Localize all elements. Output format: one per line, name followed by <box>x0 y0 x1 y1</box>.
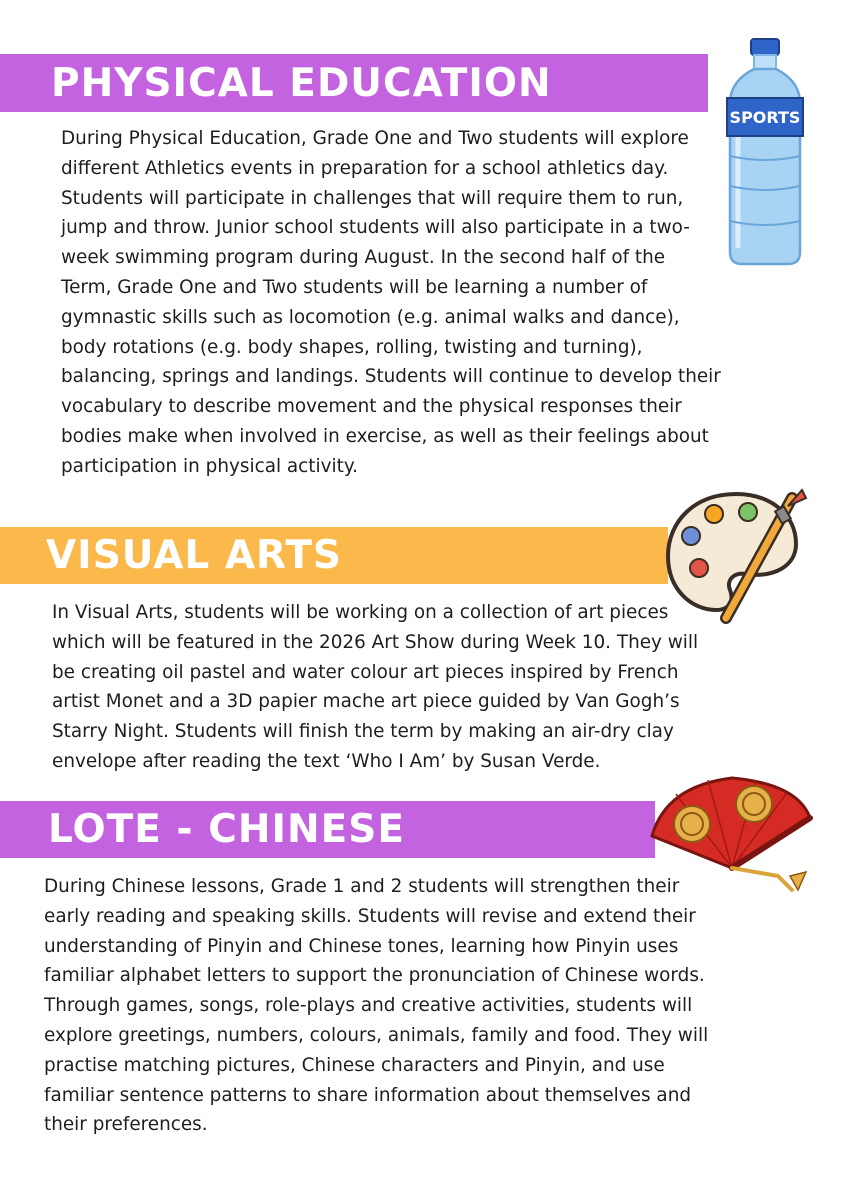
lote-section-body: During Chinese lessons, Grade 1 and 2 students will strengthen their early reading and speaking skills. Students will revise and extend their understanding of Pinyin and Chinese tones, learning how Pinyin uses familiar alphabet letters to support the pronunciation of Chinese words. Through games, songs, role-plays and creative activities, students will explore greetings, numbers, colours, animals, family and food. They will practise matching pictures, Chinese characters and Pinyin, and use familiar sentence patterns to share information about themselves and their preferences. <box>44 876 709 1136</box>
va-section-title: VISUAL ARTS <box>46 533 343 578</box>
pe-section-banner <box>0 54 708 112</box>
pe-section-title: PHYSICAL EDUCATION <box>51 60 552 106</box>
paint-palette-icon <box>664 486 812 628</box>
lote-section-title: LOTE - CHINESE <box>48 807 405 852</box>
chinese-fan-icon <box>646 772 816 896</box>
va-section-banner <box>0 527 668 584</box>
lote-section-banner <box>0 801 655 858</box>
va-section-body: In Visual Arts, students will be working on a collection of art pieces which will be featured in the 2026 Art Show during Week 10. They will be creating oil pastel and water colour art pieces inspired by French artist Monet and a 3D papier mache art piece guided by Van Gogh’s Starry Night. Students will finish the term by making an air-dry clay envelope after reading the text ‘Who I Am’ by Susan Verde. <box>52 602 699 772</box>
sports-water-bottle-icon <box>718 36 812 268</box>
bottle-label: SPORTS <box>729 108 801 127</box>
pe-section-body: During Physical Education, Grade One and Two students will explore different Athletics events in preparation for a school athletics day. Students will participate in challenges that will require them to run, jump and throw. Junior school students will also participate in a two-week swimming program during August. In the second half of the Term, Grade One and Two students will be learning a number of gymnastic skills such as locomotion (e.g. animal walks and dance), body rotations (e.g. body shapes, rolling, twisting and turning), balancing, springs and landings. Students will continue to develop their vocabulary to describe movement and the physical responses their bodies make when involved in exercise, as well as their feelings about participation in physical activity. <box>61 128 721 477</box>
